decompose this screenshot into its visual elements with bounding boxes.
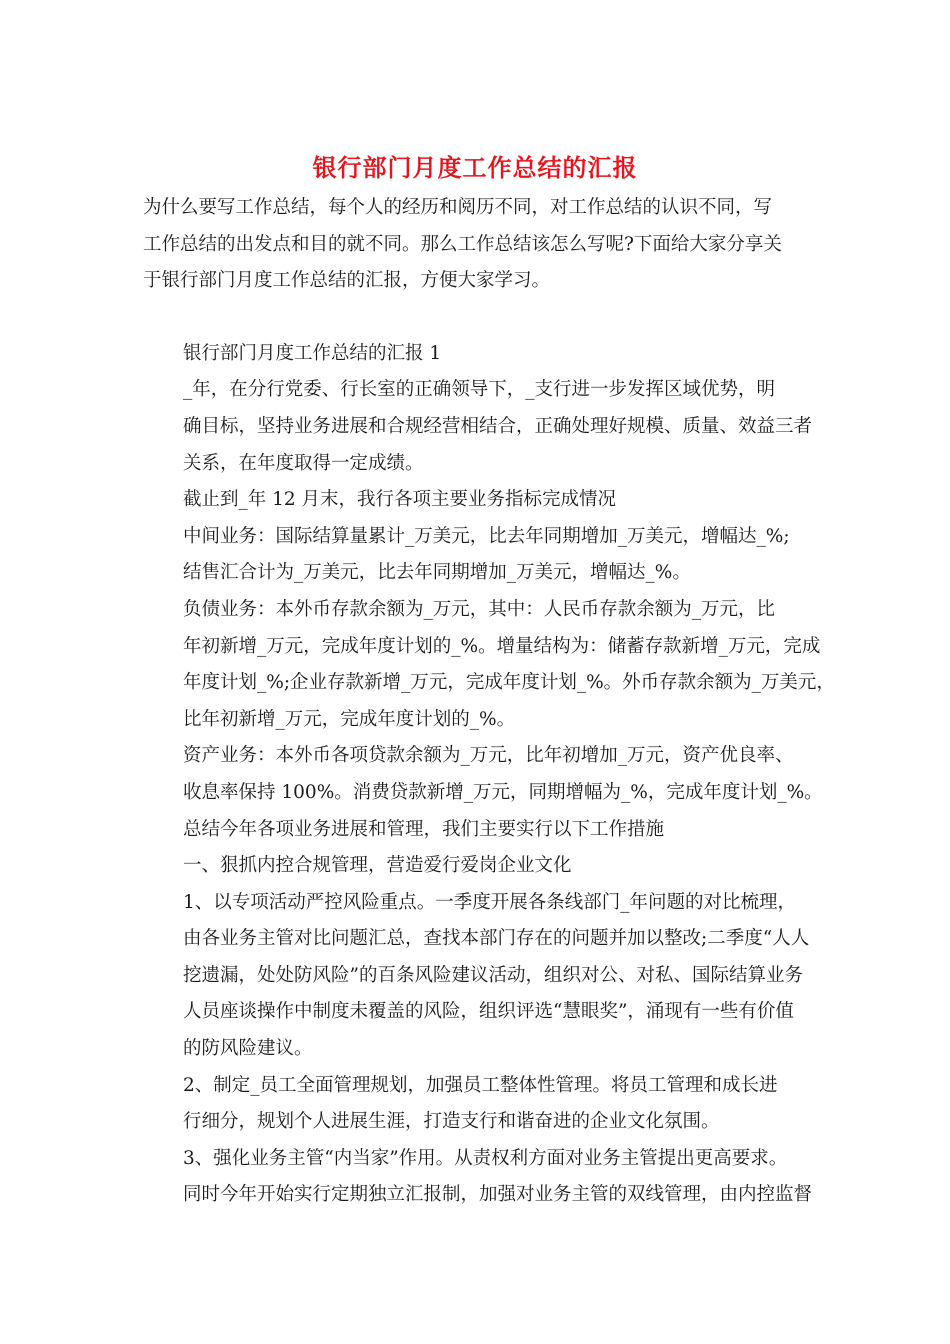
text-line: 由各业务主管对比问题汇总，查找本部门存在的问题并加以整改;二季度“人人 (183, 928, 810, 950)
document-title: 银行部门月度工作总结的汇报 (312, 153, 638, 182)
body-paragraph (143, 812, 833, 849)
text-line: 负债业务：本外币存款余额为_万元，其中：人民币存款余额为_万元，比 (183, 598, 776, 620)
text-line: 资产业务：本外币各项贷款余额为_万元，比年初增加_万元，资产优良率、 (183, 745, 794, 767)
text-line: 银行部门月度工作总结的汇报 1 (183, 342, 442, 364)
body-paragraph (143, 372, 833, 482)
text-line: 比年初新增_万元，完成年度计划的_%。 (183, 708, 516, 730)
text-line: 挖遗漏，处处防风险”的百条风险建议活动，组织对公、对私、国际结算业务 (183, 964, 803, 986)
text-line: 1、以专项活动严控风险重点。一季度开展各条线部门_年问题的对比梳理， (183, 891, 797, 913)
body-paragraph (143, 738, 833, 811)
document-body (143, 190, 833, 1214)
spacer (143, 300, 833, 336)
text-line: 收息率保持 100%。消费贷款新增_万元，同期增幅为_%，完成年度计划_%。 (183, 781, 823, 803)
text-line: 结售汇合计为_万美元，比去年同期增加_万美元，增幅达_%。 (183, 562, 691, 584)
body-paragraph (143, 848, 833, 885)
body-paragraph (143, 885, 833, 1068)
text-line: 年度计划_%;企业存款新增_万元，完成年度计划_%。外币存款余额为_万美元， (183, 672, 835, 694)
text-line: 2、制定_员工全面管理规划，加强员工整体性管理。将员工管理和成长进 (183, 1074, 778, 1096)
text-line: 确目标，坚持业务进展和合规经营相结合，正确处理好规模、质量、效益三者 (183, 415, 813, 437)
text-line: 3、强化业务主管“内当家”作用。从责权利方面对业务主管提出更高要求。 (183, 1147, 788, 1169)
body-paragraph (143, 592, 833, 738)
paragraph-list (143, 372, 833, 1214)
body-paragraph (143, 519, 833, 592)
section-heading (143, 336, 833, 373)
text-line: 年初新增_万元，完成年度计划的_%。增量结构为：储蓄存款新增_万元，完成 (183, 635, 821, 657)
text-line: 工作总结的出发点和目的就不同。那么工作总结该怎么写呢?下面给大家分享关 (143, 233, 782, 255)
text-line: 行细分，规划个人进展生涯，打造支行和谐奋进的企业文化氛围。 (183, 1111, 720, 1133)
intro-paragraph (143, 190, 833, 300)
text-line: 关系，在年度取得一定成绩。 (183, 452, 424, 474)
body-paragraph (143, 1068, 833, 1141)
body-paragraph (143, 482, 833, 519)
text-line: 中间业务：国际结算量累计_万美元，比去年同期增加_万美元，增幅达_%; (183, 525, 790, 547)
text-line: _年，在分行党委、行长室的正确领导下，_支行进一步发挥区域优势，明 (183, 379, 776, 401)
text-line: 人员座谈操作中制度未覆盖的风险，组织评选“慧眼奖”，涌现有一些有价值 (183, 1001, 794, 1023)
text-line: 截止到_年 12 月末，我行各项主要业务指标完成情况 (183, 489, 617, 511)
body-paragraph (143, 1141, 833, 1214)
text-line: 同时今年开始实行定期独立汇报制，加强对业务主管的双线管理，由内控监督 (183, 1184, 813, 1206)
text-line: 总结今年各项业务进展和管理，我们主要实行以下工作措施 (183, 818, 665, 840)
text-line: 的防风险建议。 (183, 1038, 313, 1060)
text-line: 一、狠抓内控合规管理，营造爱行爱岗企业文化 (183, 855, 572, 877)
text-line: 为什么要写工作总结，每个人的经历和阅历不同，对工作总结的认识不同，写 (143, 197, 773, 218)
text-line: 于银行部门月度工作总结的汇报，方便大家学习。 (143, 270, 551, 292)
